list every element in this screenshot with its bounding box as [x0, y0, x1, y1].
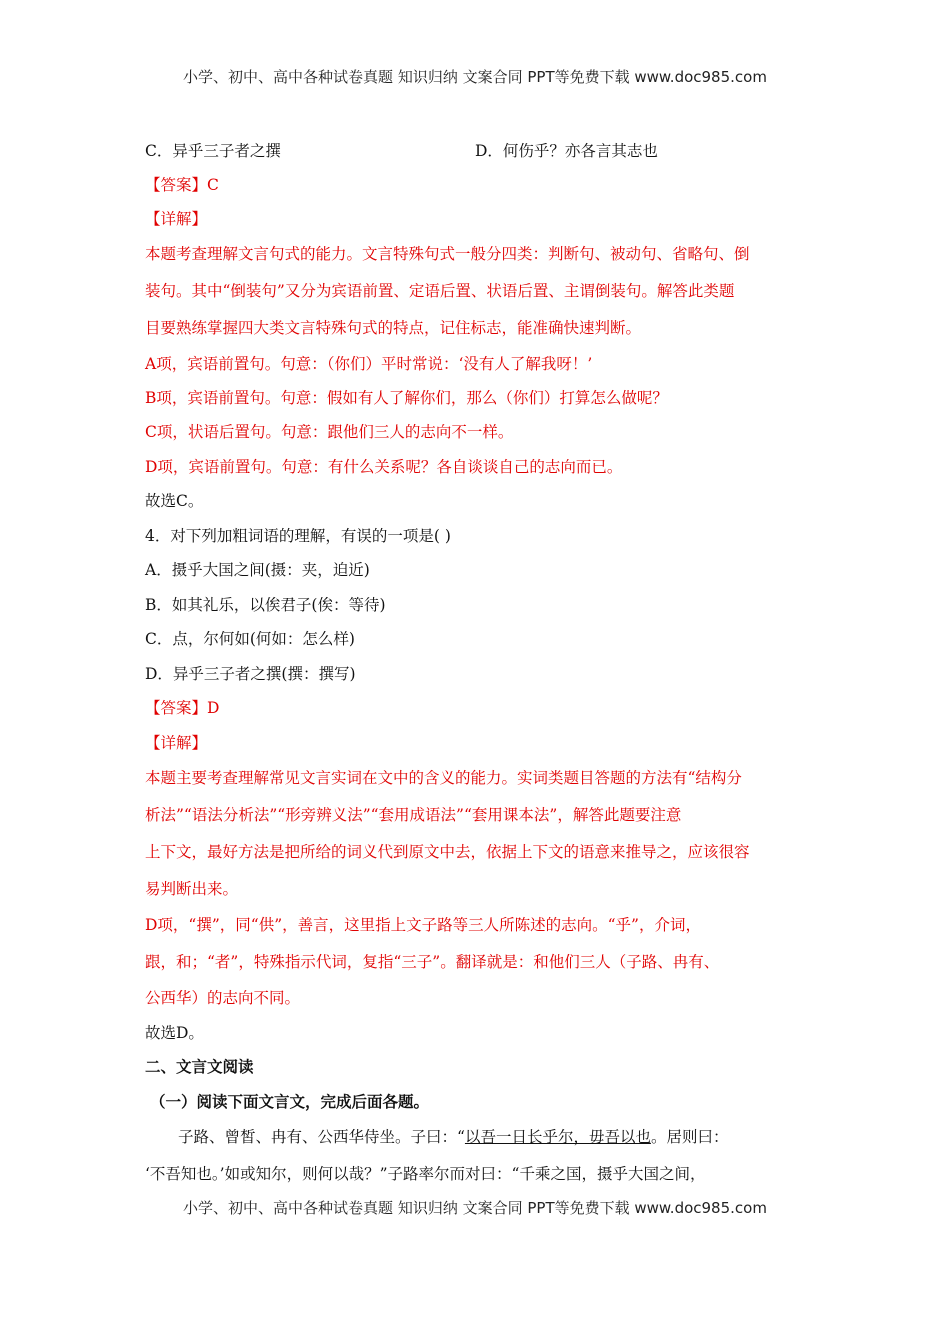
explain-label: 【详解】	[145, 210, 208, 228]
explain-line: D项，宾语前置句。句意：有什么关系呢？各自谈谈自己的志向而已。	[145, 458, 623, 476]
option-c-text: C．异乎三子者之撰	[145, 142, 281, 160]
option-c	[145, 139, 281, 161]
passage-line	[178, 1125, 728, 1147]
answer-label: 【答案】D	[145, 699, 220, 717]
conclusion: 故选D。	[145, 1024, 204, 1042]
explain-line: 本题主要考查理解常见文言实词在文中的含义的能力。实词类题目答题的方法有“结构分	[145, 769, 742, 787]
passage-line: ‘不吾知也。’如或知尔，则何以哉？”子路率尔而对曰：“千乘之国，摄乎大国之间，	[145, 1165, 706, 1183]
explain-line: 上下文，最好方法是把所给的词义代到原文中去，依据上下文的语意来推导之，应该很容	[145, 843, 750, 861]
underlined-sentence: 以吾一日长乎尔，毋吾以也	[464, 1128, 651, 1146]
page-header: 小学、初中、高中各种试卷真题 知识归纳 文案合同 PPT等免费下载 www.doc985.com	[183, 68, 767, 86]
section-subtitle: （一）阅读下面文言文，完成后面各题。	[150, 1093, 430, 1111]
explain-line: B项，宾语前置句。句意：假如有人了解你们，那么（你们）打算怎么做呢？	[145, 389, 668, 407]
section-title: 二、文言文阅读	[145, 1058, 254, 1076]
answer-label: 【答案】C	[145, 176, 219, 194]
conclusion: 故选C。	[145, 492, 204, 510]
explain-line: 跟，和；“者”，特殊指示代词，复指“三子”。翻译就是：和他们三人（子路、冉有、	[145, 953, 720, 971]
question-option: C．点，尔何如(何如：怎么样)	[145, 630, 355, 648]
explain-line: D项，“撰”，同“供”，善言，这里指上文子路等三人所陈述的志向。“乎”，介词，	[145, 916, 701, 934]
question-stem: 4．对下列加粗词语的理解，有误的一项是( )	[145, 527, 451, 545]
passage-text: 。居则曰：	[650, 1128, 729, 1146]
question-option: D．异乎三子者之撰(撰：撰写)	[145, 665, 356, 683]
option-d: D．何伤乎？亦各言其志也	[475, 142, 658, 160]
question-option: B．如其礼乐，以俟君子(俟：等待)	[145, 596, 386, 614]
explain-label: 【详解】	[145, 734, 208, 752]
explain-line: 析法”“语法分析法”“形旁辨义法”“套用成语法”“套用课本法”，解答此题要注意	[145, 806, 682, 824]
explain-line: 公西华）的志向不同。	[145, 989, 301, 1007]
explain-line: 本题考查理解文言句式的能力。文言特殊句式一般分四类：判断句、被动句、省略句、倒	[145, 245, 750, 263]
explain-line: A项，宾语前置句。句意：（你们）平时常说：‘没有人了解我呀！’	[145, 355, 593, 373]
page-footer: 小学、初中、高中各种试卷真题 知识归纳 文案合同 PPT等免费下载 www.doc985.com	[183, 1199, 767, 1217]
question-option: A．摄乎大国之间(摄：夹，迫近)	[145, 561, 370, 579]
explain-line: 目要熟练掌握四大类文言特殊句式的特点，记住标志，能准确快速判断。	[145, 319, 642, 337]
passage-text: 子路、曾皙、冉有、公西华侍坐。子曰：“	[178, 1128, 465, 1146]
explain-line: 装句。其中“倒装句”又分为宾语前置、定语后置、状语后置、主谓倒装句。解答此类题	[145, 282, 735, 300]
explain-line: C项，状语后置句。句意：跟他们三人的志向不一样。	[145, 423, 514, 441]
explain-line: 易判断出来。	[145, 880, 239, 898]
